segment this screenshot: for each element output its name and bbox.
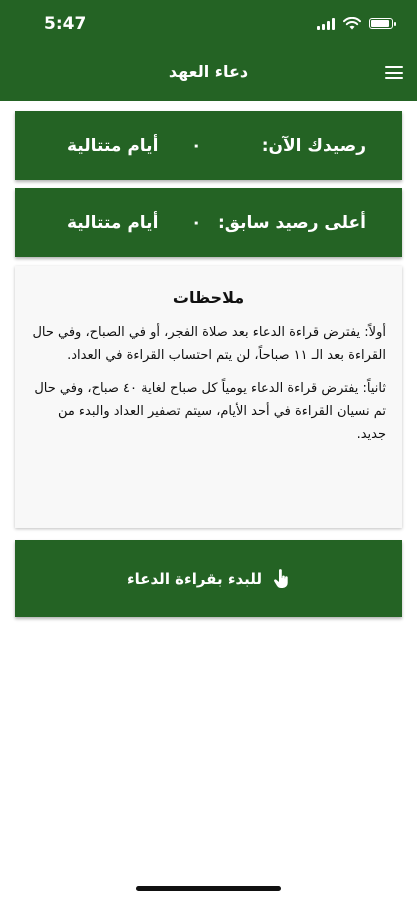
app-header bbox=[0, 0, 417, 101]
home-indicator bbox=[136, 886, 281, 891]
current-balance-value: ٠ bbox=[191, 135, 202, 156]
notes-first: أولاً: يفترض قراءة الدعاء بعد صلاة الفجر، أو في الصباح، وفي حال القراءة بعد الـ ١١ صباحاً، لن يتم احتساب القراءة في العداد. bbox=[32, 325, 386, 363]
page-title: دعاء العهد bbox=[168, 62, 249, 81]
wifi-icon bbox=[343, 17, 361, 30]
status-time: 5:47 bbox=[44, 14, 87, 34]
hand-pointer-icon bbox=[272, 569, 290, 589]
cellular-signal-icon bbox=[317, 18, 335, 30]
record-balance-unit: أيام متتالية bbox=[67, 212, 159, 233]
notes-title: ملاحظات bbox=[172, 288, 245, 307]
notes-card bbox=[15, 266, 402, 528]
status-icons bbox=[317, 17, 393, 30]
record-balance-card bbox=[15, 188, 402, 257]
start-reading-button[interactable] bbox=[15, 540, 402, 617]
hamburger-menu-icon[interactable] bbox=[385, 66, 403, 79]
record-balance-label: أعلى رصيد سابق: bbox=[218, 212, 366, 233]
battery-icon bbox=[369, 18, 393, 29]
current-balance-unit: أيام متتالية bbox=[67, 135, 159, 156]
record-balance-value: ٠ bbox=[191, 212, 202, 233]
notes-second: ثانياً: يفترض قراءة الدعاء يومياً كل صباح لغاية ٤٠ صباح، وفي حال تم نسيان القراءة في أحد الأيام، سيتم تصفير العداد والبدء من جديد. bbox=[34, 381, 386, 442]
start-reading-label: للبدء بقراءة الدعاء bbox=[126, 569, 263, 588]
current-balance-card bbox=[15, 111, 402, 180]
current-balance-label: رصيدك الآن: bbox=[261, 135, 366, 156]
